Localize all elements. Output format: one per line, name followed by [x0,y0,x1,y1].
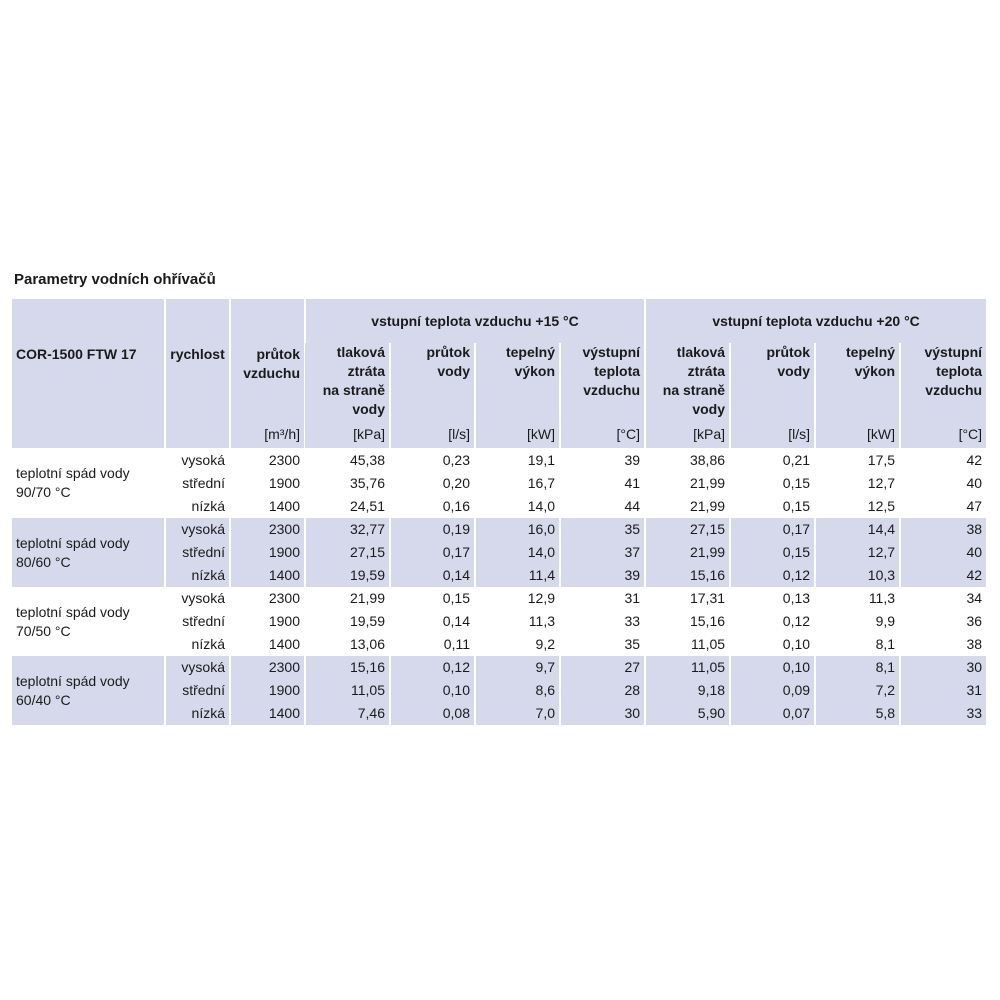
speed-cell: vysoká [165,656,230,679]
group-name-line: 80/60 °C [16,553,71,570]
value-cell: 14,0 [475,541,560,564]
subheader-label-line: teplota [594,363,641,379]
value-cell: 0,10 [730,633,815,656]
subheader-label-line: vzduchu [583,382,641,398]
air-flow-cell: 1400 [230,702,305,725]
value-cell: 10,3 [815,564,900,587]
value-cell: 31 [560,587,645,610]
subheader-b-3 [900,343,986,448]
subheader-label-line: vody [437,363,470,379]
value-cell: 16,0 [475,518,560,541]
group-2 [12,518,986,587]
subheader-unit: [kPa] [353,426,385,442]
group-name-line: 60/40 °C [16,691,71,708]
value-cell: 14,4 [815,518,900,541]
header-air-flow-unit: [m³/h] [264,426,300,442]
subheader-label-line: ztráta [347,363,385,379]
speed-cell: nízká [165,702,230,725]
value-cell: 11,3 [815,587,900,610]
value-cell: 0,15 [730,495,815,518]
value-cell: 19,1 [475,448,560,472]
subheader-a-0 [305,343,390,448]
table-row [12,448,986,472]
value-cell: 11,4 [475,564,560,587]
subheader-unit: [l/s] [448,426,470,442]
value-cell: 16,7 [475,472,560,495]
value-cell: 27 [560,656,645,679]
subheader-b-2 [815,343,900,448]
table-row [12,587,986,610]
value-cell: 15,16 [305,656,390,679]
air-flow-cell: 2300 [230,656,305,679]
air-flow-cell: 1900 [230,679,305,702]
value-cell: 12,5 [815,495,900,518]
value-cell: 11,05 [645,633,730,656]
value-cell: 14,0 [475,495,560,518]
value-cell: 32,77 [305,518,390,541]
group-name [12,448,165,518]
value-cell: 0,09 [730,679,815,702]
value-cell: 0,10 [730,656,815,679]
group-name-line: teplotní spád vody [16,672,130,689]
value-cell: 35,76 [305,472,390,495]
header-speed: rychlost [165,299,230,448]
value-cell: 40 [900,541,986,564]
air-flow-cell: 2300 [230,518,305,541]
value-cell: 0,14 [390,610,475,633]
group-1 [12,448,986,518]
speed-cell: vysoká [165,587,230,610]
subheader-a-1 [390,343,475,448]
subheader-label-line: tlaková [336,344,385,360]
air-flow-cell: 2300 [230,448,305,472]
water-heater-parameters-table [12,299,986,725]
value-cell: 0,10 [390,679,475,702]
subheader-label-line: tepelný [505,344,555,360]
subheader-label-line: vody [352,401,385,417]
speed-cell: vysoká [165,448,230,472]
header-air-flow-line-2: vzduchu [243,365,300,381]
value-cell: 0,08 [390,702,475,725]
value-cell: 19,59 [305,610,390,633]
air-flow-cell: 1400 [230,633,305,656]
subheader-label-line: na straně [322,382,385,398]
value-cell: 0,16 [390,495,475,518]
value-cell: 7,46 [305,702,390,725]
value-cell: 36 [900,610,986,633]
value-cell: 21,99 [645,472,730,495]
subheader-b-1 [730,343,815,448]
value-cell: 27,15 [305,541,390,564]
air-flow-cell: 1900 [230,472,305,495]
air-flow-cell: 1400 [230,564,305,587]
value-cell: 21,99 [645,541,730,564]
speed-cell: vysoká [165,518,230,541]
value-cell: 33 [560,610,645,633]
subheader-a-3 [560,343,645,448]
value-cell: 0,15 [730,541,815,564]
value-cell: 33 [900,702,986,725]
subheader-unit: [kW] [527,426,555,442]
header-air-flow [230,299,305,448]
subheader-label-line: teplota [936,363,983,379]
value-cell: 8,1 [815,656,900,679]
value-cell: 15,16 [645,564,730,587]
subheader-label-line: ztráta [687,363,726,379]
subheader-a-2 [475,343,560,448]
group-name [12,587,165,656]
group-name-line: teplotní spád vody [16,465,130,481]
speed-cell: střední [165,472,230,495]
value-cell: 8,6 [475,679,560,702]
value-cell: 21,99 [645,495,730,518]
value-cell: 17,31 [645,587,730,610]
air-flow-cell: 1900 [230,541,305,564]
subheader-label-line: průtok [766,344,811,360]
value-cell: 35 [560,633,645,656]
air-flow-cell: 1900 [230,610,305,633]
subheader-unit: [kPa] [693,426,726,442]
value-cell: 42 [900,564,986,587]
value-cell: 35 [560,518,645,541]
subheader-label-line: průtok [426,344,470,360]
value-cell: 30 [900,656,986,679]
value-cell: 0,14 [390,564,475,587]
value-cell: 9,2 [475,633,560,656]
value-cell: 15,16 [645,610,730,633]
value-cell: 0,19 [390,518,475,541]
value-cell: 0,12 [730,564,815,587]
value-cell: 21,99 [305,587,390,610]
value-cell: 0,12 [730,610,815,633]
value-cell: 24,51 [305,495,390,518]
value-cell: 5,90 [645,702,730,725]
value-cell: 39 [560,564,645,587]
value-cell: 17,5 [815,448,900,472]
value-cell: 38 [900,518,986,541]
value-cell: 11,05 [305,679,390,702]
subheader-unit: [kW] [867,426,896,442]
subheader-label-line: tepelný [846,344,896,360]
subheader-label-line: výkon [514,363,555,379]
value-cell: 41 [560,472,645,495]
group-4 [12,656,986,725]
group-name-line: 90/70 °C [16,484,71,500]
value-cell: 13,06 [305,633,390,656]
value-cell: 0,13 [730,587,815,610]
value-cell: 0,15 [390,587,475,610]
value-cell: 45,38 [305,448,390,472]
group-name [12,518,165,587]
value-cell: 0,12 [390,656,475,679]
value-cell: 5,8 [815,702,900,725]
air-flow-cell: 1400 [230,495,305,518]
group-name [12,656,165,725]
value-cell: 7,2 [815,679,900,702]
table-row [12,518,986,541]
subheader-label-line: na straně [662,382,726,398]
value-cell: 28 [560,679,645,702]
value-cell: 0,20 [390,472,475,495]
header-group-15: vstupní teplota vzduchu +15 °C [305,299,645,343]
subheader-b-0 [645,343,730,448]
value-cell: 8,1 [815,633,900,656]
value-cell: 0,15 [730,472,815,495]
value-cell: 30 [560,702,645,725]
speed-cell: nízká [165,564,230,587]
value-cell: 31 [900,679,986,702]
subheader-unit: [°C] [958,426,983,442]
subheader-label-line: vzduchu [925,382,983,398]
subheader-unit: [l/s] [788,426,811,442]
value-cell: 12,7 [815,541,900,564]
group-name-line: teplotní spád vody [16,534,130,551]
value-cell: 12,7 [815,472,900,495]
value-cell: 39 [560,448,645,472]
speed-cell: nízká [165,633,230,656]
table-title: Parametry vodních ohřívačů [14,271,216,288]
subheader-label-line: výstupní [582,344,641,360]
subheader-label-line: tlaková [676,344,726,360]
value-cell: 9,9 [815,610,900,633]
value-cell: 38,86 [645,448,730,472]
value-cell: 12,9 [475,587,560,610]
group-3 [12,587,986,656]
value-cell: 38 [900,633,986,656]
value-cell: 27,15 [645,518,730,541]
value-cell: 0,17 [730,518,815,541]
group-name-line: 70/50 °C [16,622,71,639]
header-model: COR-1500 FTW 17 [12,299,165,448]
group-name-line: teplotní spád vody [16,603,130,620]
subheader-label-line: výstupní [924,344,983,360]
header-air-flow-line-1: průtok [256,346,300,362]
table-row [12,656,986,679]
air-flow-cell: 2300 [230,587,305,610]
speed-cell: střední [165,541,230,564]
value-cell: 0,11 [390,633,475,656]
value-cell: 0,21 [730,448,815,472]
value-cell: 11,05 [645,656,730,679]
value-cell: 47 [900,495,986,518]
subheader-label-line: vody [777,363,811,379]
speed-cell: střední [165,610,230,633]
value-cell: 9,18 [645,679,730,702]
value-cell: 0,23 [390,448,475,472]
value-cell: 7,0 [475,702,560,725]
subheader-label-line: vody [692,401,726,417]
header-group-20: vstupní teplota vzduchu +20 °C [645,299,986,343]
value-cell: 40 [900,472,986,495]
value-cell: 37 [560,541,645,564]
value-cell: 34 [900,587,986,610]
value-cell: 19,59 [305,564,390,587]
speed-cell: střední [165,679,230,702]
value-cell: 0,07 [730,702,815,725]
value-cell: 0,17 [390,541,475,564]
subheader-unit: [°C] [616,426,641,442]
subheader-label-line: výkon [854,363,896,379]
value-cell: 44 [560,495,645,518]
speed-cell: nízká [165,495,230,518]
value-cell: 42 [900,448,986,472]
value-cell: 11,3 [475,610,560,633]
value-cell: 9,7 [475,656,560,679]
